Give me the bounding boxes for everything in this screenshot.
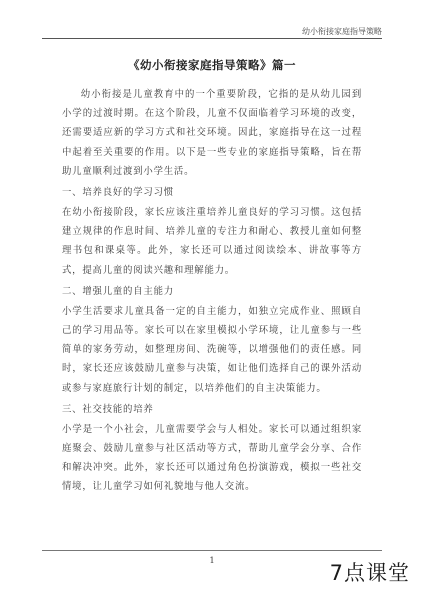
section-heading: 一、培养良好的学习习惯	[62, 187, 174, 199]
watermark-logo: 7点课堂	[329, 561, 410, 585]
section-paragraph: 在幼小衔接阶段，家长应该注重培养儿童良好的学习习惯。这包括建立规律的作息时间、培养儿童的专注力和耐心、教授儿童如何整理书包和课桌等。此外，家长还可以通过阅读绘本、讲故事等方式，提高儿童的阅读兴趣和理解能力。	[62, 207, 362, 276]
section-paragraph: 小学是一个小社会，儿童需要学会与人相处。家长可以通过组织家庭聚会、鼓励儿童参与社区活动等方式，帮助儿童学会分享、合作和解决冲突。此外，家长还可以通过角色扮演游戏，模拟一些社交情境，让儿童学习如何礼貌地与他人交流。	[62, 423, 362, 493]
page-header	[42, 0, 382, 39]
section-heading: 二、增强儿童的自主能力	[62, 285, 174, 297]
intro-paragraph: 幼小衔接是儿童教育中的一个重要阶段，它指的是从幼儿园到小学的过渡时期。在这个阶段，儿童不仅面临着学习环境的改变，还需要适应新的学习方式和社交环境。因此，家庭指导在这一过程中起着至关重要的作用。以下是一些专业的家庭指导策略，旨在帮助儿童顺利过渡到小学生活。	[62, 89, 362, 177]
section-heading: 三、社交技能的培养	[62, 403, 154, 415]
document-title: 《幼小衔接家庭指导策略》篇一	[128, 58, 296, 72]
running-title: 幼小衔接家庭指导策略	[302, 27, 382, 36]
page-number: 1	[209, 556, 215, 565]
document-body	[62, 85, 362, 499]
section-paragraph: 小学生活要求儿童具备一定的自主能力，如独立完成作业、照顾自己的学习用品等。家长可以在家里模拟小学环境，让儿童参与一些简单的家务劳动，如整理房间、洗碗等，以增强他们的责任感。同时，家长还应该鼓励儿童参与决策，如让他们选择自己的课外活动或参与家庭旅行计划的制定，以培养他们的自主决策能力。	[62, 305, 362, 394]
